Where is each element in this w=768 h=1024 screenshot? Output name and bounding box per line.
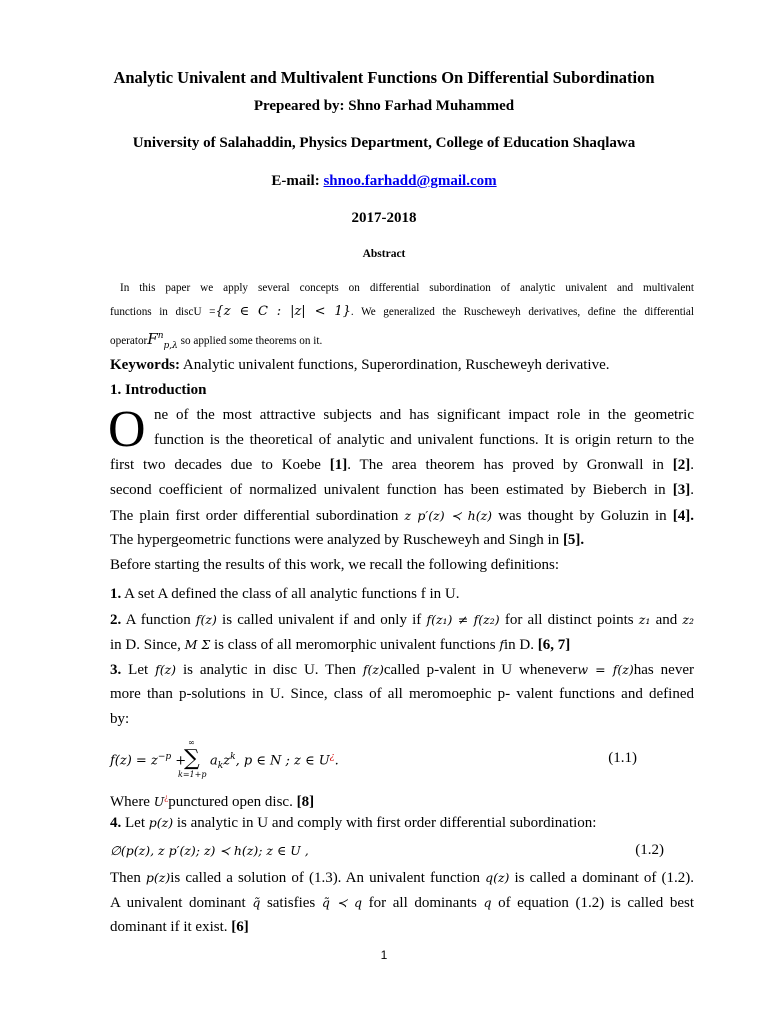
definition-4: 4. Let p(z) is analytic in U and comply with first order differential subordination: xyxy=(110,815,597,831)
equation-number: (1.2) xyxy=(635,842,664,858)
dominant-paragraph xyxy=(110,865,694,940)
affiliation-line: University of Salahaddin, Physics Department, College of Education Shaqlawa xyxy=(132,135,636,151)
equation-1-2: ∅(p(z), z p′(z); z) ≺ h(z); z ∈ U , (1.2) xyxy=(110,838,694,863)
drop-cap: O xyxy=(108,401,146,458)
keywords-line xyxy=(110,353,694,378)
intro-line: The hypergeometric functions were analyzed by Ruscheweyh and Singh in [5]. xyxy=(110,532,585,548)
subordination-formula: z p′(z) ≺ h(z) xyxy=(404,508,493,523)
abstract-line: In this paper we apply several concepts on differential subordination of analytic univalent and multivalent xyxy=(120,282,694,294)
section-heading-introduction: 1. Introduction xyxy=(110,382,207,398)
summation-symbol: ∑ xyxy=(184,746,200,771)
intro-line: function is the theoretical of analytic and univalent functions. It is origin return to the xyxy=(154,432,694,448)
definition-3: 3. Let f(z) is analytic in disc U. Then f(z)called p-valent in U wheneverw = f(z)has never xyxy=(110,662,694,678)
email-label: E-mail: xyxy=(271,173,324,189)
abstract-line: operatorF$^n_{p,\lambda}$ so applied some theorems on it. xyxy=(110,330,323,351)
equation-1-1: $f(z) = z^{-p}$ + ∞ ∑ k=1+p $a_kz^k$, p ∈ N ; z ∈ U¿. (1.1) xyxy=(110,738,637,779)
abstract-heading: Abstract xyxy=(362,248,406,260)
intro-line: first two decades due to Koebe [1]. The area theorem has proved by Gronwall in [2]. xyxy=(110,457,695,473)
email-line xyxy=(0,173,768,190)
paper-title: Analytic Univalent and Multivalent Functions On Differential Subordination xyxy=(113,68,655,87)
page-number: 1 xyxy=(380,948,388,962)
definition-3-cont: by: xyxy=(110,711,130,727)
intro-line: ne of the most attractive subjects and has significant impact role in the geometric xyxy=(154,407,694,423)
definition-2: 2. A function f(z) is called univalent if and only if f(z₁) ≠ f(z₂) for all distinct points z₁ and z₂ xyxy=(110,612,694,628)
intro-paragraph xyxy=(110,403,694,578)
keywords-label: Keywords: xyxy=(110,357,180,373)
abstract-body xyxy=(110,276,694,351)
dominant-line: dominant if it exist. [6] xyxy=(110,919,249,935)
abstract-line: functions in discU ={z ∈ C : |z| < 1}. We generalized the Ruscheweyh derivatives, define the differential xyxy=(110,304,694,319)
intro-line: The plain first order differential subordination z p′(z) ≺ h(z) was thought by Goluzin in [4]. xyxy=(110,508,694,524)
definition-2-cont: in D. Since, M Σ is class of all meromorphic univalent functions fin D. [6, 7] xyxy=(110,637,571,653)
operator-formula: $F^n_{p,\lambda}$ xyxy=(147,330,178,351)
equation-number: (1.1) xyxy=(608,750,637,766)
intro-line: Before starting the results of this work, we recall the following definitions: xyxy=(110,557,560,573)
where-line: Where U¿punctured open disc. [8] xyxy=(110,792,315,810)
definition-1: 1. A set A defined the class of all analytic functions f in U. xyxy=(110,586,460,602)
year-line: 2017-2018 xyxy=(351,210,417,226)
keywords-text: Analytic univalent functions, Superordination, Ruscheweyh derivative. xyxy=(180,357,610,373)
author-line: Prepeared by: Shno Farhad Muhammed xyxy=(253,98,515,114)
dominant-line: A univalent dominant q̃ satisfies q̃ ≺ q for all dominants q of equation (1.2) is called best xyxy=(110,895,694,911)
email-link[interactable]: shnoo.farhadd@gmail.com xyxy=(323,173,497,189)
disc-set-formula: {z ∈ C : |z| < 1} xyxy=(215,304,351,319)
definitions xyxy=(110,582,694,732)
intro-line: second coefficient of normalized univalent function has been estimated by Bieberch in [3]. xyxy=(110,482,694,498)
dominant-line: Then p(z)is called a solution of (1.3). An univalent function q(z) is called a dominant of (1.2). xyxy=(110,870,694,886)
definition-3-cont: more than p-solutions in U. Since, class of all meromoephic p- valent functions and defined xyxy=(110,686,694,702)
